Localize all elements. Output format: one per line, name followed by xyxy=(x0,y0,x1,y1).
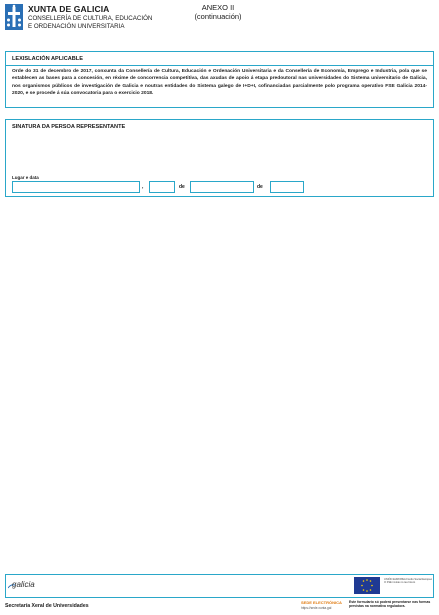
eu-flag-icon xyxy=(354,577,380,594)
year-input[interactable] xyxy=(270,181,304,193)
legislation-title: LEXISLACIÓN APLICABLE xyxy=(12,56,83,62)
legislation-divider xyxy=(6,65,433,66)
month-input[interactable] xyxy=(190,181,254,193)
org-name: XUNTA DE GALICIA xyxy=(28,4,110,14)
verification-note: Este formulario só poderá presentarse nas formas previstas na normativa reguladora. xyxy=(349,600,431,609)
place-input[interactable] xyxy=(12,181,140,193)
place-date-label: Lugar e data xyxy=(12,175,39,180)
sede-url[interactable]: https://sede.xunta.gal xyxy=(301,606,332,610)
galicia-logo: galicia xyxy=(12,580,35,589)
legislation-section xyxy=(5,51,434,108)
department-line-1: CONSELLERÍA DE CULTURA, EDUCACIÓN xyxy=(28,15,153,22)
xunta-logo xyxy=(5,4,23,30)
de-separator-2: de xyxy=(257,184,263,190)
annex-title: ANEXO II xyxy=(201,3,235,12)
eu-fund-text: UNIÓN EUROPEA Fondo Social Europeo O FSE inviste no teu futuro xyxy=(384,578,433,585)
signature-section xyxy=(5,119,434,197)
legislation-text: Orde do 31 de decembro de 2017, conxunta da Consellería de Cultura, Educación e Ordenación Universitaria e da Consellería de Economía, Emprego e Industria, pola que se establecen as bases para a concesión, en réxime de concorrencia competitiva, das axudas de apoio á etapa predoutoral nas universidades do Sistema universitario de Galicia, nos organismos públicos de investigación de Galicia e noutras entidades do Sistema galego de I+D+I, cofinanciadas parcialmente polo programa operativo FSE Galicia 2014-2020, e se procede á súa convocatoria para o exercicio 2018. xyxy=(12,69,427,97)
day-input[interactable] xyxy=(149,181,175,193)
secretaria-label: Secretaría Xeral de Universidades xyxy=(5,603,89,609)
department-line-2: E ORDENACIÓN UNIVERSITARIA xyxy=(28,23,125,30)
signature-title: SINATURA DA PERSOA REPRESENTANTE xyxy=(12,124,126,130)
comma-separator: , xyxy=(142,184,144,190)
annex-subtitle: (continuación) xyxy=(194,12,242,21)
de-separator-1: de xyxy=(179,184,185,190)
sede-electronica-logo: SEDE ELECTRÓNICA xyxy=(301,600,342,605)
